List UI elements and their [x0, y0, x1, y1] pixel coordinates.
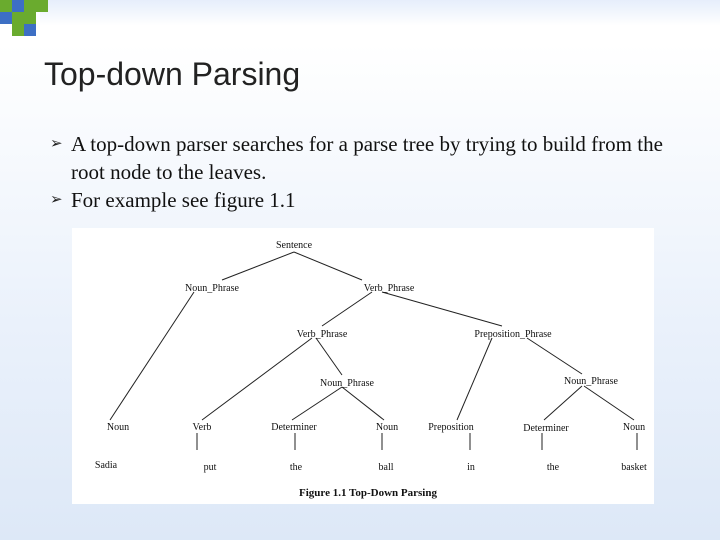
tree-edge — [316, 338, 342, 375]
bullet-item — [50, 130, 690, 186]
node-preposition: Preposition — [428, 422, 474, 433]
corner-decoration — [0, 0, 60, 50]
tree-edge — [342, 387, 384, 420]
node-sentence: Sentence — [275, 240, 313, 251]
slide-title: Top-down Parsing — [44, 56, 301, 92]
corner-square — [24, 24, 36, 36]
slide-header-bar — [40, 0, 720, 26]
corner-square — [24, 0, 36, 12]
node-noun: Noun — [106, 422, 130, 433]
leaf-word: in — [467, 462, 475, 473]
corner-square — [24, 12, 36, 24]
leaf-word: basket — [621, 462, 647, 473]
node-preposition-phrase: Preposition_Phrase — [474, 329, 552, 340]
parse-tree-diagram — [72, 228, 654, 504]
corner-square — [0, 12, 12, 24]
leaf-word: Sadia — [94, 460, 118, 471]
arrow-bullet-icon: ➢ — [50, 136, 63, 152]
node-determiner: Determiner — [523, 423, 569, 434]
node-verb-phrase: Verb_Phrase — [296, 329, 348, 340]
tree-edge — [202, 338, 312, 420]
corner-square — [12, 12, 24, 24]
corner-square — [36, 0, 48, 12]
tree-edge — [382, 292, 502, 326]
node-noun-phrase: Noun_Phrase — [185, 283, 239, 294]
node-noun: Noun — [375, 422, 399, 433]
figure-caption: Figure 1.1 Top-Down Parsing — [299, 487, 437, 499]
node-noun-phrase: Noun_Phrase — [564, 376, 618, 387]
node-noun-phrase: Noun_Phrase — [320, 378, 374, 389]
tree-edge — [294, 252, 362, 280]
leaf-word: ball — [378, 462, 394, 473]
tree-edge — [292, 387, 342, 420]
corner-square — [12, 24, 24, 36]
node-noun: Noun — [622, 422, 646, 433]
node-determiner: Determiner — [271, 422, 317, 433]
node-verb: Verb — [192, 422, 212, 433]
leaf-word: put — [203, 462, 217, 473]
tree-edge — [544, 386, 582, 420]
node-verb-phrase: Verb_Phrase — [363, 283, 415, 294]
bullet-item — [50, 186, 690, 214]
bullet-text: A top-down parser searches for a parse tree by trying to build from the root node to the leaves. — [71, 132, 663, 184]
tree-edge — [322, 292, 372, 326]
arrow-bullet-icon: ➢ — [50, 192, 63, 208]
tree-edge — [222, 252, 294, 280]
leaf-word: the — [289, 462, 303, 473]
corner-square — [0, 0, 12, 12]
parse-tree-figure — [72, 228, 654, 504]
tree-edge — [584, 386, 634, 420]
leaf-word: the — [546, 462, 560, 473]
tree-edge — [457, 338, 492, 420]
bullet-list — [50, 130, 690, 214]
tree-edge — [110, 292, 194, 420]
bullet-text: For example see figure 1.1 — [71, 188, 296, 212]
tree-edge — [527, 338, 582, 374]
corner-square — [12, 0, 24, 12]
